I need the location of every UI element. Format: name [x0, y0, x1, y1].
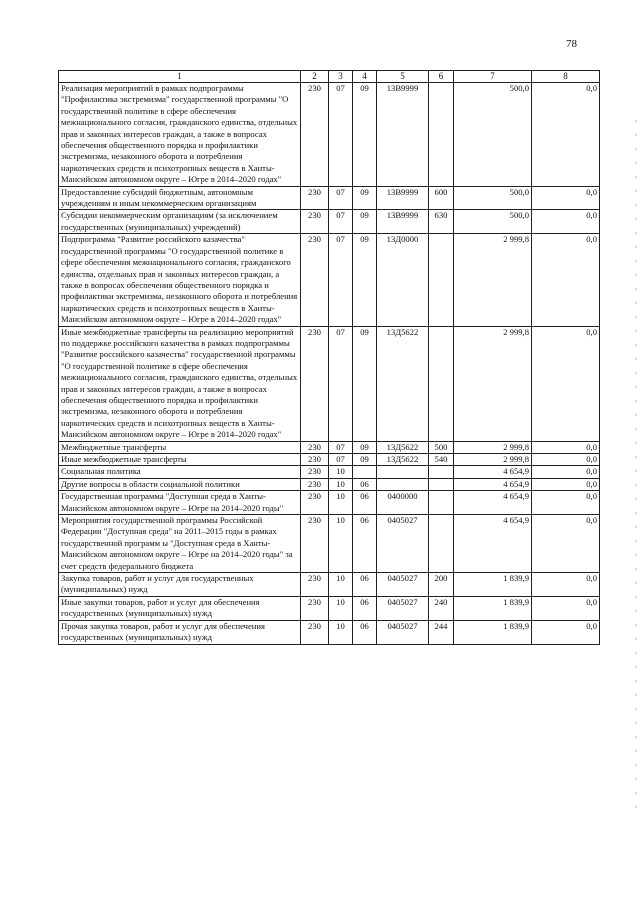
- expense-type-cell: [429, 234, 454, 326]
- ministry-code-cell: 230: [301, 454, 329, 466]
- amount-cell: 1 839,9: [454, 573, 532, 597]
- row-name-cell: Межбюджетные трансферты: [59, 441, 301, 453]
- expense-type-cell: [429, 466, 454, 478]
- ministry-code-cell: 230: [301, 326, 329, 441]
- row-name-cell: Подпрограмма "Развитие российского казачества" государственной программы "О государственной политике в сфере обеспечения межнационального согласия, гражданского единства, отдельных прав и законных интересов граждан, а также в вопросах обеспечения общественного порядка и профилактики экстремизма, незаконного оборота и потребления наркотических средств и психотропных веществ в Ханты-Мансийском автономном округе – Югре в 2014–2020 годах": [59, 234, 301, 326]
- scan-margin-marks: [635, 120, 637, 820]
- table-row: [59, 515, 600, 573]
- subsection-code-cell: 09: [353, 83, 377, 187]
- column-header: 2: [301, 71, 329, 83]
- column-header: 1: [59, 71, 301, 83]
- target-article-cell: 13В9999: [377, 186, 429, 210]
- amount-cell: 2 999,8: [454, 454, 532, 466]
- table-row: [59, 573, 600, 597]
- amount-alt-cell: 0,0: [532, 234, 600, 326]
- subsection-code-cell: 06: [353, 620, 377, 644]
- row-name-cell: Закупка товаров, работ и услуг для государственных (муниципальных) нужд: [59, 573, 301, 597]
- section-code-cell: 10: [329, 478, 353, 490]
- target-article-cell: 13Д5622: [377, 326, 429, 441]
- section-code-cell: 07: [329, 186, 353, 210]
- amount-alt-cell: 0,0: [532, 326, 600, 441]
- amount-cell: 500,0: [454, 186, 532, 210]
- ministry-code-cell: 230: [301, 573, 329, 597]
- subsection-code-cell: 09: [353, 234, 377, 326]
- table-row: [59, 620, 600, 644]
- target-article-cell: [377, 466, 429, 478]
- row-name-cell: Иные закупки товаров, работ и услуг для обеспечения государственных (муниципальных) нужд: [59, 596, 301, 620]
- row-name-cell: Мероприятия государственной программы Российской Федерации "Доступная среда" на 2011–2015 годы в рамках государственной программ ы "Доступная среда в Ханты-Мансийском автономном округе – Югре на 2014–2020 годы" за счет средств федерального бюджета: [59, 515, 301, 573]
- expense-type-cell: [429, 491, 454, 515]
- amount-alt-cell: 0,0: [532, 210, 600, 234]
- amount-alt-cell: 0,0: [532, 454, 600, 466]
- target-article-cell: 13В9999: [377, 83, 429, 187]
- expense-type-cell: [429, 326, 454, 441]
- amount-cell: 2 999,8: [454, 234, 532, 326]
- column-header: 6: [429, 71, 454, 83]
- amount-cell: 4 654,9: [454, 491, 532, 515]
- amount-alt-cell: 0,0: [532, 573, 600, 597]
- subsection-code-cell: [353, 466, 377, 478]
- section-code-cell: 10: [329, 491, 353, 515]
- section-code-cell: 07: [329, 210, 353, 234]
- section-code-cell: 07: [329, 326, 353, 441]
- table-row: [59, 234, 600, 326]
- ministry-code-cell: 230: [301, 186, 329, 210]
- subsection-code-cell: 06: [353, 478, 377, 490]
- budget-table: [58, 70, 600, 645]
- amount-alt-cell: 0,0: [532, 491, 600, 515]
- amount-alt-cell: 0,0: [532, 596, 600, 620]
- row-name-cell: Государственная программа "Доступная среда в Ханты-Мансийском автономном округе – Югре на 2014–2020 годы": [59, 491, 301, 515]
- expense-type-cell: 244: [429, 620, 454, 644]
- amount-alt-cell: 0,0: [532, 620, 600, 644]
- section-code-cell: 10: [329, 515, 353, 573]
- expense-type-cell: 500: [429, 441, 454, 453]
- expense-type-cell: 200: [429, 573, 454, 597]
- subsection-code-cell: 09: [353, 454, 377, 466]
- target-article-cell: 13Д0000: [377, 234, 429, 326]
- table-row: [59, 326, 600, 441]
- ministry-code-cell: 230: [301, 515, 329, 573]
- amount-alt-cell: 0,0: [532, 83, 600, 187]
- expense-type-cell: 540: [429, 454, 454, 466]
- amount-alt-cell: 0,0: [532, 186, 600, 210]
- amount-cell: 4 654,9: [454, 466, 532, 478]
- ministry-code-cell: 230: [301, 210, 329, 234]
- row-name-cell: Прочая закупка товаров, работ и услуг для обеспечения государственных (муниципальных) нужд: [59, 620, 301, 644]
- subsection-code-cell: 09: [353, 210, 377, 234]
- expense-type-cell: [429, 478, 454, 490]
- table-row: [59, 186, 600, 210]
- subsection-code-cell: 09: [353, 441, 377, 453]
- target-article-cell: 0405027: [377, 573, 429, 597]
- row-name-cell: Субсидии некоммерческим организациям (за исключением государственных (муниципальных) учреждений): [59, 210, 301, 234]
- expense-type-cell: [429, 515, 454, 573]
- row-name-cell: Иные межбюджетные трансферты на реализацию мероприятий по поддержке российского казачества в рамках подпрограммы "Развитие российского казачества" государственной программы "О государственной политике в сфере обеспечения межнационального согласия, гражданского единства, отдельных прав и законных интересов граждан, а также в вопросах обеспечения общественного порядка и профилактики экстремизма, незаконного оборота и потребления наркотических средств и психотропных веществ в Ханты-Мансийском автономном округе – Югре в 2014–2020 годах": [59, 326, 301, 441]
- amount-alt-cell: 0,0: [532, 515, 600, 573]
- amount-alt-cell: 0,0: [532, 466, 600, 478]
- column-number-row: [59, 71, 600, 83]
- ministry-code-cell: 230: [301, 83, 329, 187]
- target-article-cell: 0405027: [377, 596, 429, 620]
- table-row: [59, 83, 600, 187]
- ministry-code-cell: 230: [301, 491, 329, 515]
- target-article-cell: 13Д5622: [377, 441, 429, 453]
- subsection-code-cell: 09: [353, 326, 377, 441]
- table-row: [59, 210, 600, 234]
- amount-cell: 1 839,9: [454, 596, 532, 620]
- section-code-cell: 07: [329, 441, 353, 453]
- amount-cell: 1 839,9: [454, 620, 532, 644]
- amount-cell: 2 999,8: [454, 441, 532, 453]
- section-code-cell: 10: [329, 573, 353, 597]
- row-name-cell: Другие вопросы в области социальной политики: [59, 478, 301, 490]
- section-code-cell: 07: [329, 83, 353, 187]
- amount-alt-cell: 0,0: [532, 441, 600, 453]
- section-code-cell: 10: [329, 596, 353, 620]
- row-name-cell: Иные межбюджетные трансферты: [59, 454, 301, 466]
- ministry-code-cell: 230: [301, 466, 329, 478]
- target-article-cell: 0405027: [377, 515, 429, 573]
- expense-type-cell: 630: [429, 210, 454, 234]
- amount-cell: 4 654,9: [454, 478, 532, 490]
- amount-cell: 4 654,9: [454, 515, 532, 573]
- row-name-cell: Социальная политика: [59, 466, 301, 478]
- ministry-code-cell: 230: [301, 620, 329, 644]
- table-row: [59, 478, 600, 490]
- expense-type-cell: 240: [429, 596, 454, 620]
- expense-type-cell: [429, 83, 454, 187]
- target-article-cell: 0405027: [377, 620, 429, 644]
- section-code-cell: 07: [329, 234, 353, 326]
- subsection-code-cell: 06: [353, 515, 377, 573]
- column-header: 5: [377, 71, 429, 83]
- row-name-cell: Реализация мероприятий в рамках подпрограммы "Профилактика экстремизма" государственной программы "О государственной политике в сфере обеспечения межнационального согласия, гражданского единства, отдельных прав и законных интересов граждан, а также в вопросах обеспечения общественного порядка и профилактики экстремизма, незаконного оборота и потребления наркотических средств и психотропных веществ в Ханты-Мансийском автономном округе – Югре в 2014–2020 годах": [59, 83, 301, 187]
- column-header: 8: [532, 71, 600, 83]
- target-article-cell: 13В9999: [377, 210, 429, 234]
- amount-alt-cell: 0,0: [532, 478, 600, 490]
- column-header: 7: [454, 71, 532, 83]
- table-row: [59, 454, 600, 466]
- table-row: [59, 441, 600, 453]
- amount-cell: 500,0: [454, 210, 532, 234]
- subsection-code-cell: 06: [353, 491, 377, 515]
- table-row: [59, 466, 600, 478]
- column-header: 3: [329, 71, 353, 83]
- section-code-cell: 07: [329, 454, 353, 466]
- table-row: [59, 596, 600, 620]
- ministry-code-cell: 230: [301, 478, 329, 490]
- ministry-code-cell: 230: [301, 234, 329, 326]
- ministry-code-cell: 230: [301, 596, 329, 620]
- amount-cell: 500,0: [454, 83, 532, 187]
- section-code-cell: 10: [329, 620, 353, 644]
- column-header: 4: [353, 71, 377, 83]
- table-row: [59, 491, 600, 515]
- subsection-code-cell: 09: [353, 186, 377, 210]
- subsection-code-cell: 06: [353, 596, 377, 620]
- subsection-code-cell: 06: [353, 573, 377, 597]
- section-code-cell: 10: [329, 466, 353, 478]
- row-name-cell: Предоставление субсидий бюджетным, автономным учреждениям и иным некоммерческим организациям: [59, 186, 301, 210]
- ministry-code-cell: 230: [301, 441, 329, 453]
- page-number: 78: [566, 38, 577, 50]
- expense-type-cell: 600: [429, 186, 454, 210]
- amount-cell: 2 999,8: [454, 326, 532, 441]
- target-article-cell: 13Д5622: [377, 454, 429, 466]
- target-article-cell: 0400000: [377, 491, 429, 515]
- target-article-cell: [377, 478, 429, 490]
